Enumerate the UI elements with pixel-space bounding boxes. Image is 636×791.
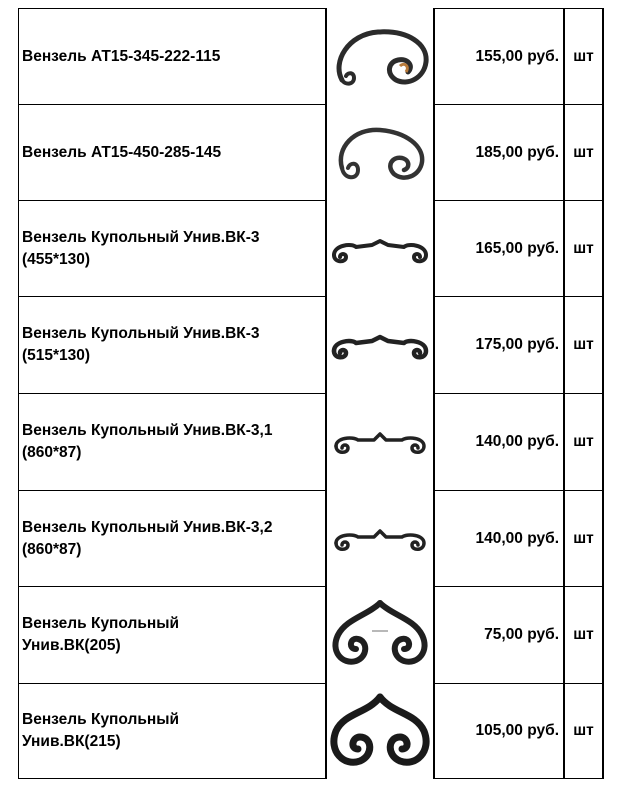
dome-scroll-icon: [328, 422, 432, 462]
product-name: Вензель Купольный Унив.ВК-3,1 (860*87): [22, 422, 273, 461]
product-name-cell: [18, 683, 327, 779]
product-name: Вензель Купольный Унив.ВК-3 (515*130): [22, 325, 260, 364]
product-unit: шт: [573, 626, 594, 643]
unit-cell: [564, 490, 604, 587]
product-price: 105,00 руб.: [475, 722, 559, 739]
unit-cell: [564, 586, 604, 684]
product-name: Вензель АТ15-450-285-145: [22, 143, 222, 161]
product-name: Вензель АТ15-345-222-115: [22, 47, 221, 65]
price-cell: [433, 200, 564, 297]
unit-cell: [564, 8, 604, 105]
product-image: [327, 490, 433, 587]
product-name: Вензель Купольный Унив.ВК(205): [22, 615, 180, 654]
product-row: [0, 104, 636, 201]
product-unit: шт: [573, 722, 594, 739]
product-name-cell: [18, 296, 327, 394]
unit-cell: [564, 104, 604, 201]
product-price: 155,00 руб.: [475, 47, 559, 65]
product-name-cell: [18, 200, 327, 297]
product-unit: шт: [573, 336, 594, 353]
product-price: 75,00 руб.: [484, 626, 559, 643]
product-unit: шт: [573, 239, 594, 257]
dome-scroll-icon: [328, 229, 432, 269]
unit-cell: [564, 200, 604, 297]
product-name-cell: [18, 490, 327, 587]
product-name: Вензель Купольный Унив.ВК(215): [22, 711, 180, 750]
unit-cell: [564, 683, 604, 779]
product-row: [0, 586, 636, 684]
price-cell: [433, 490, 564, 587]
price-cell: [433, 683, 564, 779]
unit-cell: [564, 296, 604, 394]
product-row: [0, 490, 636, 587]
heart-scroll-icon: [328, 595, 432, 675]
price-cell: [433, 393, 564, 491]
product-row: [0, 200, 636, 297]
product-price: 185,00 руб.: [475, 143, 559, 161]
dome-scroll-icon: [328, 325, 432, 365]
product-image: [327, 8, 433, 105]
product-image: [327, 393, 433, 491]
product-name-cell: [18, 8, 327, 105]
product-image: [327, 586, 433, 684]
product-image: [327, 200, 433, 297]
product-name-cell: [18, 393, 327, 491]
product-unit: шт: [573, 433, 594, 450]
product-name-cell: [18, 104, 327, 201]
product-unit: шт: [573, 529, 594, 547]
scroll-ornament-icon: [328, 118, 432, 188]
product-unit: шт: [573, 143, 594, 161]
product-row: [0, 8, 636, 105]
heart-scroll-icon: [328, 691, 432, 771]
price-cell: [433, 104, 564, 201]
price-cell: [433, 586, 564, 684]
unit-cell: [564, 393, 604, 491]
price-cell: [433, 8, 564, 105]
product-price: 140,00 руб.: [475, 529, 559, 547]
product-row: [0, 393, 636, 491]
product-image: [327, 296, 433, 394]
product-name-cell: [18, 586, 327, 684]
product-price: 140,00 руб.: [475, 433, 559, 450]
product-name: Вензель Купольный Унив.ВК-3,2 (860*87): [22, 518, 273, 558]
product-image: [327, 104, 433, 201]
product-name: Вензель Купольный Унив.ВК-3 (455*130): [22, 228, 260, 268]
price-cell: [433, 296, 564, 394]
product-price: 165,00 руб.: [475, 239, 559, 257]
dome-scroll-icon: [328, 519, 432, 559]
product-row: [0, 683, 636, 779]
product-unit: шт: [573, 47, 594, 65]
scroll-ornament-icon: [328, 22, 432, 92]
product-image: [327, 683, 433, 779]
product-price: 175,00 руб.: [475, 336, 559, 353]
product-row: [0, 296, 636, 394]
